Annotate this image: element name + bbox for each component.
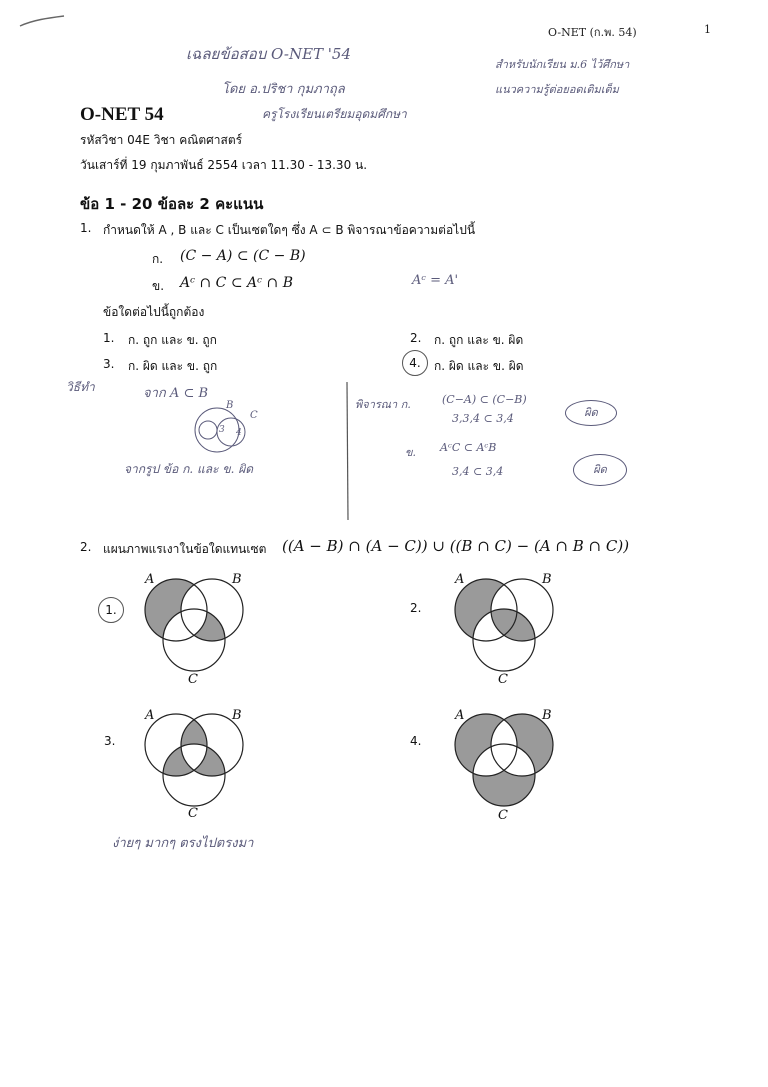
q1-check-a-result: ผิด [565,400,617,426]
venn4-label-b: B [542,708,552,723]
venn4-label-c: C [498,808,508,823]
q1-venn-label-c: C [250,410,258,421]
q1-check-b1: AᶜC ⊂ AᶜB [440,441,497,454]
exam-subject: รหัสวิชา 04E วิชา คณิตศาสตร์ [80,133,243,147]
q1-prompt: ข้อใดต่อไปนี้ถูกต้อง [103,305,205,319]
q1-check-a-label: พิจารณา ก. [355,398,411,411]
handwritten-note-right-1: สำหรับนักเรียน ม.6 ไว้ศึกษา [495,58,630,71]
q1-check-b2: 3,4 ⊂ 3,4 [452,465,504,478]
handwritten-school: ครูโรงเรียนเตรียมอุดมศึกษา [262,107,407,121]
q1-check-a1: (C−A) ⊂ (C−B) [442,393,527,406]
q1-choice-2: ก. ถูก และ ข. ผิด [434,333,524,347]
q1-stmt-b: Aᶜ ∩ C ⊂ Aᶜ ∩ B [180,275,293,291]
q1-venn-label-b: B [226,400,234,411]
venn1-label-c: C [188,672,198,687]
q2-choice-2: 2. [410,601,422,615]
venn-diagram-1 [145,579,243,671]
handwritten-heading: เฉลยข้อสอบ O-NET '54 [186,45,352,63]
q1-work-label: วิธีทำ [66,380,95,394]
q2-choice-4: 4. [410,734,422,748]
q1-stmt-b-label: ข. [152,279,165,293]
q1-venn-label-3: 3 [219,425,225,435]
exam-date: วันเสาร์ที่ 19 กุมภาพันธ์ 2554 เวลา 11.30 - 13.30 น. [80,158,368,172]
q1-choice-1-num: 1. [103,331,115,345]
exam-title: O-NET 54 [80,104,164,125]
q1-choice-3: ก. ผิด และ ข. ถูก [128,359,218,373]
venn-diagram-2 [455,579,553,671]
q2-expression: ((A − B) ∩ (A − C)) ∪ ((B ∩ C) − (A ∩ B ∩ C)) [282,537,630,555]
q1-work-conclusion: จากรูป ข้อ ก. และ ข. ผิด [124,462,254,476]
q1-work-given: จาก A ⊂ B [143,386,209,401]
q1-handwritten-note: Aᶜ = A' [412,273,459,288]
q1-choice-4: ก. ผิด และ ข. ผิด [434,359,524,373]
handwritten-note-right-2: แนวความรู้ต่อยอดเติมเต็ม [495,83,619,96]
venn2-label-a: A [455,572,465,587]
q2-number: 2. [80,540,92,554]
venn1-label-b: B [232,572,242,587]
q1-check-b-label: ข. [405,446,417,459]
venn1-label-a: A [145,572,155,587]
venn3-label-b: B [232,708,242,723]
section-heading: ข้อ 1 - 20 ข้อละ 2 คะแนน [80,195,264,213]
q1-number: 1. [80,221,92,235]
q1-venn-label-4: 4 [236,428,242,438]
q2-choice-1-circled: 1. [98,597,124,623]
q1-check-b-result: ผิด [573,454,627,486]
q1-stmt-a-label: ก. [152,252,164,266]
page-number: 1 [704,23,711,36]
q1-check-a2: 3,3,4 ⊂ 3,4 [452,412,514,425]
q2-choice-3: 3. [104,734,116,748]
q1-text: กำหนดให้ A , B และ C เป็นเซตใดๆ ซึ่ง A ⊂ B พิจารณาข้อความต่อไปนี้ [103,223,476,237]
venn3-label-c: C [188,806,198,821]
venn-diagram-4 [455,714,553,806]
venn3-label-a: A [145,708,155,723]
q2-handwritten-footnote: ง่ายๆ มากๆ ตรงไปตรงมา [112,836,254,851]
handwritten-author: โดย อ.ปริชา กุมภาถุล [222,82,345,97]
q1-choice-2-num: 2. [410,331,422,345]
venn2-label-c: C [498,672,508,687]
q1-stmt-a: (C − A) ⊂ (C − B) [180,248,306,264]
q1-choice-1: ก. ถูก และ ข. ถูก [128,333,217,347]
venn2-label-b: B [542,572,552,587]
page-header-title: O-NET (ก.พ. 54) [548,26,637,39]
venn-diagram-3 [145,714,243,806]
q1-choice-3-num: 3. [103,357,115,371]
q1-choice-4-num-circled: 4. [402,350,428,376]
venn4-label-a: A [455,708,465,723]
q2-text: แผนภาพแรเงาในข้อใดแทนเซต [103,542,267,556]
